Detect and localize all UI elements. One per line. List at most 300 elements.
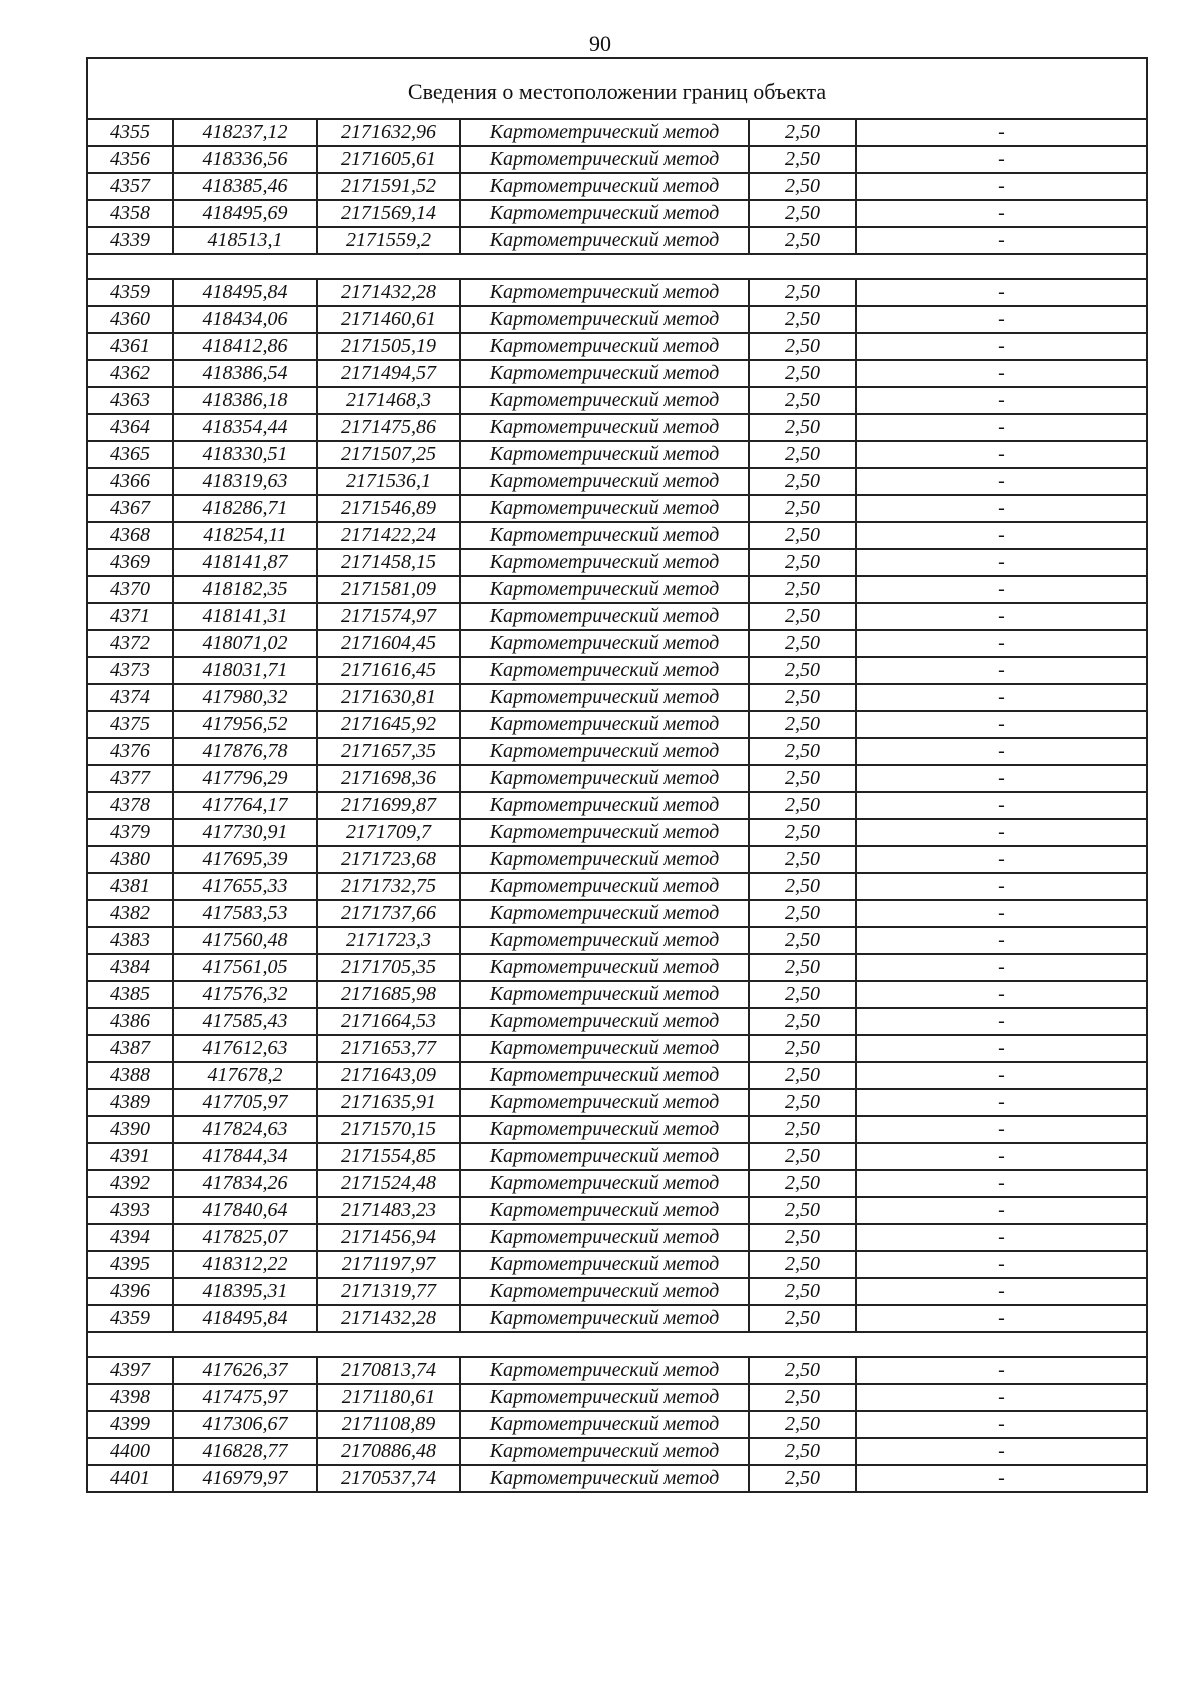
description-cell: - bbox=[856, 1224, 1146, 1251]
accuracy-cell: 2,50 bbox=[749, 1089, 856, 1116]
method-cell: Картометрический метод bbox=[460, 306, 749, 333]
description-cell: - bbox=[856, 495, 1146, 522]
coord-y-cell: 2171505,19 bbox=[317, 333, 460, 360]
coord-x-cell: 417980,32 bbox=[173, 684, 317, 711]
coord-x-cell: 418031,71 bbox=[173, 657, 317, 684]
coord-x-cell: 418141,31 bbox=[173, 603, 317, 630]
point-number-cell: 4395 bbox=[88, 1251, 173, 1278]
accuracy-cell: 2,50 bbox=[749, 1411, 856, 1438]
accuracy-cell: 2,50 bbox=[749, 927, 856, 954]
point-number-cell: 4384 bbox=[88, 954, 173, 981]
accuracy-cell: 2,50 bbox=[749, 227, 856, 254]
coord-x-cell: 417956,52 bbox=[173, 711, 317, 738]
point-number-cell: 4379 bbox=[88, 819, 173, 846]
method-cell: Картометрический метод bbox=[460, 468, 749, 495]
point-number-cell: 4398 bbox=[88, 1384, 173, 1411]
accuracy-cell: 2,50 bbox=[749, 146, 856, 173]
contour-separator-row bbox=[88, 254, 1146, 279]
description-cell: - bbox=[856, 792, 1146, 819]
description-cell: - bbox=[856, 1438, 1146, 1465]
coord-x-cell: 418354,44 bbox=[173, 414, 317, 441]
table-row bbox=[88, 1357, 1146, 1384]
method-cell: Картометрический метод bbox=[460, 657, 749, 684]
method-cell: Картометрический метод bbox=[460, 684, 749, 711]
method-cell: Картометрический метод bbox=[460, 1251, 749, 1278]
accuracy-cell: 2,50 bbox=[749, 495, 856, 522]
table-row bbox=[88, 1224, 1146, 1251]
point-number-cell: 4394 bbox=[88, 1224, 173, 1251]
point-number-cell: 4361 bbox=[88, 333, 173, 360]
table-row bbox=[88, 1384, 1146, 1411]
point-number-cell: 4369 bbox=[88, 549, 173, 576]
coord-y-cell: 2171581,09 bbox=[317, 576, 460, 603]
coord-y-cell: 2171468,3 bbox=[317, 387, 460, 414]
table-row bbox=[88, 711, 1146, 738]
table-row bbox=[88, 468, 1146, 495]
point-number-cell: 4355 bbox=[88, 120, 173, 146]
coord-x-cell: 417585,43 bbox=[173, 1008, 317, 1035]
accuracy-cell: 2,50 bbox=[749, 765, 856, 792]
description-cell: - bbox=[856, 900, 1146, 927]
description-cell: - bbox=[856, 1305, 1146, 1332]
coord-x-cell: 418395,31 bbox=[173, 1278, 317, 1305]
table-row bbox=[88, 1438, 1146, 1465]
description-cell: - bbox=[856, 441, 1146, 468]
coord-x-cell: 417876,78 bbox=[173, 738, 317, 765]
method-cell: Картометрический метод bbox=[460, 414, 749, 441]
method-cell: Картометрический метод bbox=[460, 227, 749, 254]
method-cell: Картометрический метод bbox=[460, 1438, 749, 1465]
accuracy-cell: 2,50 bbox=[749, 900, 856, 927]
accuracy-cell: 2,50 bbox=[749, 1224, 856, 1251]
table-row bbox=[88, 1251, 1146, 1278]
point-number-cell: 4397 bbox=[88, 1357, 173, 1384]
table-row bbox=[88, 146, 1146, 173]
accuracy-cell: 2,50 bbox=[749, 846, 856, 873]
coord-y-cell: 2171432,28 bbox=[317, 279, 460, 306]
point-number-cell: 4365 bbox=[88, 441, 173, 468]
coord-x-cell: 416979,97 bbox=[173, 1465, 317, 1491]
point-number-cell: 4390 bbox=[88, 1116, 173, 1143]
coord-y-cell: 2171737,66 bbox=[317, 900, 460, 927]
point-number-cell: 4380 bbox=[88, 846, 173, 873]
point-number-cell: 4392 bbox=[88, 1170, 173, 1197]
coord-y-cell: 2171570,15 bbox=[317, 1116, 460, 1143]
table-row bbox=[88, 306, 1146, 333]
accuracy-cell: 2,50 bbox=[749, 873, 856, 900]
description-cell: - bbox=[856, 200, 1146, 227]
table-row bbox=[88, 927, 1146, 954]
coord-x-cell: 418141,87 bbox=[173, 549, 317, 576]
accuracy-cell: 2,50 bbox=[749, 1305, 856, 1332]
accuracy-cell: 2,50 bbox=[749, 1143, 856, 1170]
point-number-cell: 4356 bbox=[88, 146, 173, 173]
table-row bbox=[88, 1008, 1146, 1035]
accuracy-cell: 2,50 bbox=[749, 738, 856, 765]
accuracy-cell: 2,50 bbox=[749, 1357, 856, 1384]
point-number-cell: 4362 bbox=[88, 360, 173, 387]
accuracy-cell: 2,50 bbox=[749, 387, 856, 414]
coord-x-cell: 418385,46 bbox=[173, 173, 317, 200]
description-cell: - bbox=[856, 387, 1146, 414]
coord-x-cell: 418319,63 bbox=[173, 468, 317, 495]
accuracy-cell: 2,50 bbox=[749, 819, 856, 846]
point-number-cell: 4385 bbox=[88, 981, 173, 1008]
method-cell: Картометрический метод bbox=[460, 1035, 749, 1062]
coord-x-cell: 418495,84 bbox=[173, 279, 317, 306]
accuracy-cell: 2,50 bbox=[749, 306, 856, 333]
accuracy-cell: 2,50 bbox=[749, 1384, 856, 1411]
coord-x-cell: 418513,1 bbox=[173, 227, 317, 254]
accuracy-cell: 2,50 bbox=[749, 120, 856, 146]
coord-y-cell: 2170813,74 bbox=[317, 1357, 460, 1384]
accuracy-cell: 2,50 bbox=[749, 549, 856, 576]
coord-y-cell: 2170537,74 bbox=[317, 1465, 460, 1491]
method-cell: Картометрический метод bbox=[460, 630, 749, 657]
point-number-cell: 4358 bbox=[88, 200, 173, 227]
point-number-cell: 4376 bbox=[88, 738, 173, 765]
description-cell: - bbox=[856, 1062, 1146, 1089]
accuracy-cell: 2,50 bbox=[749, 522, 856, 549]
table-row bbox=[88, 360, 1146, 387]
coord-x-cell: 417475,97 bbox=[173, 1384, 317, 1411]
table-row bbox=[88, 1143, 1146, 1170]
point-number-cell: 4382 bbox=[88, 900, 173, 927]
table-row bbox=[88, 954, 1146, 981]
coord-y-cell: 2171536,1 bbox=[317, 468, 460, 495]
coord-y-cell: 2171723,68 bbox=[317, 846, 460, 873]
point-number-cell: 4359 bbox=[88, 1305, 173, 1332]
table-row bbox=[88, 1305, 1146, 1332]
method-cell: Картометрический метод bbox=[460, 873, 749, 900]
coord-x-cell: 418237,12 bbox=[173, 120, 317, 146]
method-cell: Картометрический метод bbox=[460, 279, 749, 306]
point-number-cell: 4396 bbox=[88, 1278, 173, 1305]
coord-y-cell: 2171605,61 bbox=[317, 146, 460, 173]
description-cell: - bbox=[856, 765, 1146, 792]
description-cell: - bbox=[856, 1384, 1146, 1411]
description-cell: - bbox=[856, 1008, 1146, 1035]
description-cell: - bbox=[856, 549, 1146, 576]
coord-y-cell: 2171507,25 bbox=[317, 441, 460, 468]
coord-y-cell: 2171643,09 bbox=[317, 1062, 460, 1089]
table-row bbox=[88, 1278, 1146, 1305]
contour-separator bbox=[88, 254, 1146, 279]
point-number-cell: 4388 bbox=[88, 1062, 173, 1089]
coord-y-cell: 2171705,35 bbox=[317, 954, 460, 981]
coord-y-cell: 2171664,53 bbox=[317, 1008, 460, 1035]
page-number: 90 bbox=[589, 31, 611, 56]
description-cell: - bbox=[856, 1035, 1146, 1062]
accuracy-cell: 2,50 bbox=[749, 414, 856, 441]
description-cell: - bbox=[856, 954, 1146, 981]
description-cell: - bbox=[856, 120, 1146, 146]
point-number-cell: 4375 bbox=[88, 711, 173, 738]
method-cell: Картометрический метод bbox=[460, 711, 749, 738]
coord-y-cell: 2171630,81 bbox=[317, 684, 460, 711]
coord-y-cell: 2171604,45 bbox=[317, 630, 460, 657]
accuracy-cell: 2,50 bbox=[749, 711, 856, 738]
description-cell: - bbox=[856, 819, 1146, 846]
accuracy-cell: 2,50 bbox=[749, 360, 856, 387]
coord-x-cell: 418495,69 bbox=[173, 200, 317, 227]
accuracy-cell: 2,50 bbox=[749, 200, 856, 227]
point-number-cell: 4366 bbox=[88, 468, 173, 495]
method-cell: Картометрический метод bbox=[460, 360, 749, 387]
description-cell: - bbox=[856, 1278, 1146, 1305]
coord-x-cell: 417705,97 bbox=[173, 1089, 317, 1116]
description-cell: - bbox=[856, 306, 1146, 333]
point-number-cell: 4364 bbox=[88, 414, 173, 441]
description-cell: - bbox=[856, 173, 1146, 200]
table-row bbox=[88, 200, 1146, 227]
point-number-cell: 4389 bbox=[88, 1089, 173, 1116]
coord-x-cell: 417561,05 bbox=[173, 954, 317, 981]
table-row bbox=[88, 441, 1146, 468]
method-cell: Картометрический метод bbox=[460, 1278, 749, 1305]
method-cell: Картометрический метод bbox=[460, 1062, 749, 1089]
description-cell: - bbox=[856, 1143, 1146, 1170]
coord-x-cell: 417844,34 bbox=[173, 1143, 317, 1170]
accuracy-cell: 2,50 bbox=[749, 1438, 856, 1465]
coord-y-cell: 2171632,96 bbox=[317, 120, 460, 146]
accuracy-cell: 2,50 bbox=[749, 1116, 856, 1143]
description-cell: - bbox=[856, 738, 1146, 765]
accuracy-cell: 2,50 bbox=[749, 1008, 856, 1035]
table-row bbox=[88, 765, 1146, 792]
table-row bbox=[88, 873, 1146, 900]
table-row bbox=[88, 684, 1146, 711]
coord-y-cell: 2171494,57 bbox=[317, 360, 460, 387]
description-cell: - bbox=[856, 630, 1146, 657]
method-cell: Картометрический метод bbox=[460, 333, 749, 360]
description-cell: - bbox=[856, 468, 1146, 495]
description-cell: - bbox=[856, 927, 1146, 954]
table-row bbox=[88, 495, 1146, 522]
accuracy-cell: 2,50 bbox=[749, 1465, 856, 1491]
coord-x-cell: 418182,35 bbox=[173, 576, 317, 603]
coord-x-cell: 418330,51 bbox=[173, 441, 317, 468]
point-number-cell: 4383 bbox=[88, 927, 173, 954]
method-cell: Картометрический метод bbox=[460, 981, 749, 1008]
coord-x-cell: 417576,32 bbox=[173, 981, 317, 1008]
accuracy-cell: 2,50 bbox=[749, 1197, 856, 1224]
coord-x-cell: 418434,06 bbox=[173, 306, 317, 333]
accuracy-cell: 2,50 bbox=[749, 657, 856, 684]
coord-x-cell: 418254,11 bbox=[173, 522, 317, 549]
point-number-cell: 4370 bbox=[88, 576, 173, 603]
method-cell: Картометрический метод bbox=[460, 954, 749, 981]
coord-x-cell: 417730,91 bbox=[173, 819, 317, 846]
coord-x-cell: 418386,18 bbox=[173, 387, 317, 414]
table-row bbox=[88, 279, 1146, 306]
coord-x-cell: 417612,63 bbox=[173, 1035, 317, 1062]
accuracy-cell: 2,50 bbox=[749, 1170, 856, 1197]
method-cell: Картометрический метод bbox=[460, 522, 749, 549]
accuracy-cell: 2,50 bbox=[749, 684, 856, 711]
description-cell: - bbox=[856, 227, 1146, 254]
coord-y-cell: 2171574,97 bbox=[317, 603, 460, 630]
method-cell: Картометрический метод bbox=[460, 1357, 749, 1384]
table-row bbox=[88, 738, 1146, 765]
coord-x-cell: 418412,86 bbox=[173, 333, 317, 360]
point-number-cell: 4378 bbox=[88, 792, 173, 819]
method-cell: Картометрический метод bbox=[460, 173, 749, 200]
coord-x-cell: 417655,33 bbox=[173, 873, 317, 900]
boundary-points-table bbox=[88, 120, 1146, 1491]
coord-y-cell: 2171657,35 bbox=[317, 738, 460, 765]
method-cell: Картометрический метод bbox=[460, 846, 749, 873]
method-cell: Картометрический метод bbox=[460, 1411, 749, 1438]
point-number-cell: 4357 bbox=[88, 173, 173, 200]
coord-y-cell: 2171698,36 bbox=[317, 765, 460, 792]
table-row bbox=[88, 522, 1146, 549]
coord-x-cell: 417678,2 bbox=[173, 1062, 317, 1089]
boundary-table-frame bbox=[86, 57, 1148, 1493]
coord-x-cell: 418286,71 bbox=[173, 495, 317, 522]
accuracy-cell: 2,50 bbox=[749, 576, 856, 603]
method-cell: Картометрический метод bbox=[460, 792, 749, 819]
coord-y-cell: 2171645,92 bbox=[317, 711, 460, 738]
coord-y-cell: 2171483,23 bbox=[317, 1197, 460, 1224]
coord-x-cell: 418336,56 bbox=[173, 146, 317, 173]
table-row bbox=[88, 414, 1146, 441]
coord-y-cell: 2171197,97 bbox=[317, 1251, 460, 1278]
description-cell: - bbox=[856, 414, 1146, 441]
accuracy-cell: 2,50 bbox=[749, 1278, 856, 1305]
accuracy-cell: 2,50 bbox=[749, 792, 856, 819]
table-row bbox=[88, 1197, 1146, 1224]
accuracy-cell: 2,50 bbox=[749, 1062, 856, 1089]
coord-x-cell: 416828,77 bbox=[173, 1438, 317, 1465]
point-number-cell: 4381 bbox=[88, 873, 173, 900]
coord-x-cell: 417840,64 bbox=[173, 1197, 317, 1224]
coord-y-cell: 2171422,24 bbox=[317, 522, 460, 549]
coord-y-cell: 2171559,2 bbox=[317, 227, 460, 254]
table-row bbox=[88, 387, 1146, 414]
point-number-cell: 4399 bbox=[88, 1411, 173, 1438]
coord-y-cell: 2171616,45 bbox=[317, 657, 460, 684]
coord-x-cell: 417834,26 bbox=[173, 1170, 317, 1197]
method-cell: Картометрический метод bbox=[460, 120, 749, 146]
table-row bbox=[88, 846, 1146, 873]
table-row bbox=[88, 900, 1146, 927]
coord-y-cell: 2171524,48 bbox=[317, 1170, 460, 1197]
description-cell: - bbox=[856, 1357, 1146, 1384]
description-cell: - bbox=[856, 1089, 1146, 1116]
description-cell: - bbox=[856, 711, 1146, 738]
method-cell: Картометрический метод bbox=[460, 603, 749, 630]
table-row bbox=[88, 227, 1146, 254]
description-cell: - bbox=[856, 684, 1146, 711]
table-row bbox=[88, 1116, 1146, 1143]
point-number-cell: 4391 bbox=[88, 1143, 173, 1170]
table-body bbox=[88, 120, 1146, 1491]
coord-y-cell: 2171699,87 bbox=[317, 792, 460, 819]
coord-y-cell: 2171709,7 bbox=[317, 819, 460, 846]
method-cell: Картометрический метод bbox=[460, 1170, 749, 1197]
method-cell: Картометрический метод bbox=[460, 819, 749, 846]
coord-y-cell: 2171319,77 bbox=[317, 1278, 460, 1305]
coord-y-cell: 2171569,14 bbox=[317, 200, 460, 227]
coord-y-cell: 2171458,15 bbox=[317, 549, 460, 576]
method-cell: Картометрический метод bbox=[460, 441, 749, 468]
description-cell: - bbox=[856, 657, 1146, 684]
table-row bbox=[88, 981, 1146, 1008]
point-number-cell: 4400 bbox=[88, 1438, 173, 1465]
point-number-cell: 4377 bbox=[88, 765, 173, 792]
description-cell: - bbox=[856, 576, 1146, 603]
method-cell: Картометрический метод bbox=[460, 927, 749, 954]
coord-x-cell: 418495,84 bbox=[173, 1305, 317, 1332]
coord-x-cell: 417695,39 bbox=[173, 846, 317, 873]
coord-x-cell: 417824,63 bbox=[173, 1116, 317, 1143]
accuracy-cell: 2,50 bbox=[749, 981, 856, 1008]
method-cell: Картометрический метод bbox=[460, 1305, 749, 1332]
table-row bbox=[88, 792, 1146, 819]
description-cell: - bbox=[856, 1251, 1146, 1278]
description-cell: - bbox=[856, 981, 1146, 1008]
method-cell: Картометрический метод bbox=[460, 200, 749, 227]
accuracy-cell: 2,50 bbox=[749, 1035, 856, 1062]
table-row bbox=[88, 603, 1146, 630]
accuracy-cell: 2,50 bbox=[749, 279, 856, 306]
point-number-cell: 4339 bbox=[88, 227, 173, 254]
contour-separator-row bbox=[88, 1332, 1146, 1357]
method-cell: Картометрический метод bbox=[460, 1143, 749, 1170]
table-row bbox=[88, 1035, 1146, 1062]
point-number-cell: 4372 bbox=[88, 630, 173, 657]
accuracy-cell: 2,50 bbox=[749, 468, 856, 495]
description-cell: - bbox=[856, 603, 1146, 630]
coord-x-cell: 417825,07 bbox=[173, 1224, 317, 1251]
coord-y-cell: 2171460,61 bbox=[317, 306, 460, 333]
point-number-cell: 4393 bbox=[88, 1197, 173, 1224]
table-row bbox=[88, 1170, 1146, 1197]
coord-y-cell: 2171635,91 bbox=[317, 1089, 460, 1116]
method-cell: Картометрический метод bbox=[460, 1224, 749, 1251]
method-cell: Картометрический метод bbox=[460, 387, 749, 414]
description-cell: - bbox=[856, 1465, 1146, 1491]
accuracy-cell: 2,50 bbox=[749, 954, 856, 981]
point-number-cell: 4367 bbox=[88, 495, 173, 522]
coord-x-cell: 417626,37 bbox=[173, 1357, 317, 1384]
coord-y-cell: 2171180,61 bbox=[317, 1384, 460, 1411]
table-row bbox=[88, 1089, 1146, 1116]
table-row bbox=[88, 819, 1146, 846]
coord-x-cell: 417796,29 bbox=[173, 765, 317, 792]
table-row bbox=[88, 576, 1146, 603]
accuracy-cell: 2,50 bbox=[749, 603, 856, 630]
method-cell: Картометрический метод bbox=[460, 738, 749, 765]
coord-y-cell: 2171108,89 bbox=[317, 1411, 460, 1438]
method-cell: Картометрический метод bbox=[460, 1116, 749, 1143]
contour-separator bbox=[88, 1332, 1146, 1357]
method-cell: Картометрический метод bbox=[460, 1465, 749, 1491]
coord-y-cell: 2171653,77 bbox=[317, 1035, 460, 1062]
table-row bbox=[88, 549, 1146, 576]
coord-x-cell: 418386,54 bbox=[173, 360, 317, 387]
point-number-cell: 4374 bbox=[88, 684, 173, 711]
method-cell: Картометрический метод bbox=[460, 1197, 749, 1224]
point-number-cell: 4359 bbox=[88, 279, 173, 306]
table-row bbox=[88, 1062, 1146, 1089]
method-cell: Картометрический метод bbox=[460, 576, 749, 603]
description-cell: - bbox=[856, 360, 1146, 387]
method-cell: Картометрический метод bbox=[460, 900, 749, 927]
method-cell: Картометрический метод bbox=[460, 1008, 749, 1035]
method-cell: Картометрический метод bbox=[460, 495, 749, 522]
